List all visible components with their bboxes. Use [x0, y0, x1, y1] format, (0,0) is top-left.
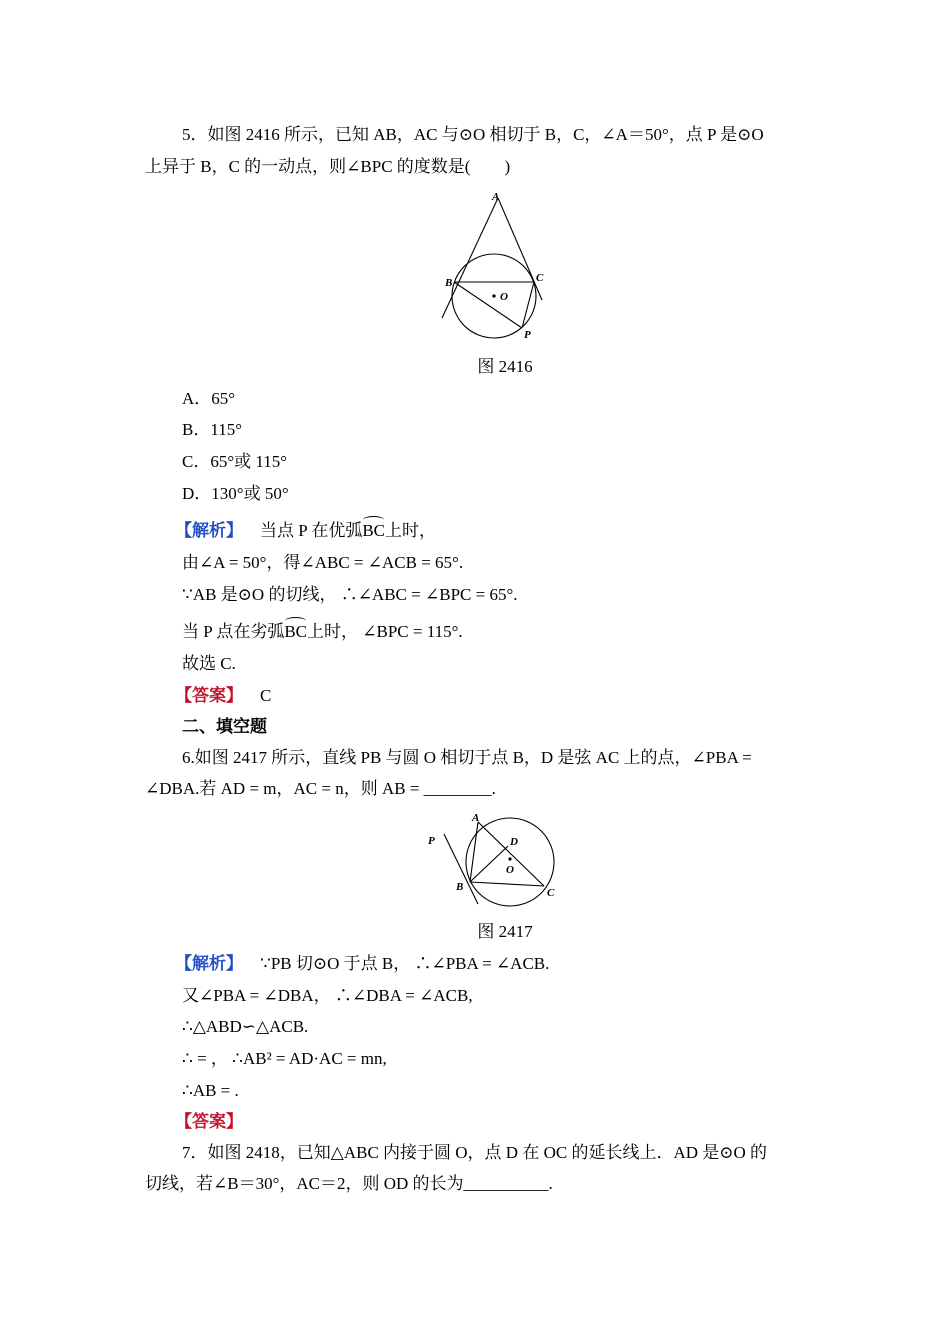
q5-analysis-line-1: 【解析】 当点 P 在优弧BC上时， — [175, 519, 436, 543]
q5-analysis-line-3: ∵AB 是⊙O 的切线， ∴∠ABC = ∠BPC = 65°. — [182, 585, 518, 604]
q6-answer — [175, 1110, 243, 1134]
figure-2417-caption: 图 2417 — [477, 922, 533, 941]
label-d: D — [510, 836, 518, 848]
q6-analysis-line-1: 【解析】 ∵PB 切⊙O 于点 B， ∴∠PBA = ∠ACB. — [175, 954, 550, 973]
label-o: O — [506, 864, 514, 876]
chord-bc — [470, 882, 544, 886]
q6-analysis-line-4: ∴ = ， ∴AB² = AD·AC = mn, — [182, 1049, 387, 1068]
answer-tag: 【答案】 — [175, 686, 243, 705]
figure-2416-caption: 图 2416 — [477, 357, 533, 376]
analysis-tag: 【解析】 — [175, 521, 243, 540]
q6-analysis-line-3: ∴△ABD∽△ACB. — [182, 1017, 309, 1036]
center-dot — [492, 294, 495, 297]
label-a: A — [472, 812, 480, 824]
q5-line-2: 上异于 B，C 的一动点，则∠BPC 的度数是( ) — [145, 157, 511, 176]
figure-2417 — [418, 806, 568, 910]
tangent-pb — [444, 834, 478, 904]
q5-line-1: 5．如图 2416 所示，已知 AB，AC 与⊙O 相切于 B，C，∠A＝50°，点 P 是⊙O — [182, 125, 764, 144]
segment-bd — [470, 846, 508, 882]
label-p: P — [524, 329, 531, 341]
arc-bc: BC — [362, 519, 385, 543]
q5-analysis-line-2: 由∠A = 50°，得∠ABC = ∠ACB = 65°. — [182, 553, 464, 572]
q6-analysis-line-5: ∴AB = . — [182, 1081, 239, 1100]
answer-value: C — [260, 686, 272, 705]
label-o: O — [500, 291, 508, 303]
chord-ab — [470, 822, 478, 882]
q5-analysis-line-4: 当 P 点在劣弧BC上时， ∠BPC = 115°. — [182, 620, 463, 644]
q5-answer — [175, 684, 271, 708]
label-b: B — [445, 277, 453, 289]
label-c: C — [536, 272, 544, 284]
q6-line-2: ∠DBA.若 AD = m，AC = n，则 AB = ________. — [145, 779, 496, 798]
answer-tag: 【答案】 — [175, 1112, 243, 1131]
q5-option-c: C．65°或 115° — [182, 452, 288, 471]
q7-line-2: 切线，若∠B＝30°，AC＝2，则 OD 的长为__________. — [145, 1174, 553, 1193]
q5-option-b: B．115° — [182, 420, 243, 439]
arc-bc: BC — [284, 620, 307, 644]
chord-bp — [454, 282, 522, 328]
center-dot — [508, 857, 511, 860]
analysis-tag: 【解析】 — [175, 954, 243, 973]
label-a: A — [492, 191, 500, 203]
q5-option-d: D．130°或 50° — [182, 484, 289, 503]
circle-o — [466, 818, 554, 906]
tangent-ac — [498, 198, 542, 300]
label-b: B — [456, 881, 464, 893]
q5-analysis-line-5: 故选 C. — [182, 654, 236, 673]
section-heading: 二、填空题 — [182, 717, 267, 736]
figure-2416 — [430, 188, 560, 348]
q5-option-a: A．65° — [182, 389, 236, 408]
label-c: C — [547, 887, 555, 899]
chord-ac — [478, 822, 544, 886]
q6-line-1: 6.如图 2417 所示，直线 PB 与圆 O 相切于点 B，D 是弦 AC 上的点，∠PBA = — [182, 748, 752, 767]
label-p: P — [428, 835, 435, 847]
tangent-ab — [442, 198, 498, 318]
q7-line-1: 7．如图 2418，已知△ABC 内接于圆 O，点 D 在 OC 的延长线上．AD 是⊙O 的 — [182, 1143, 768, 1162]
q6-analysis-line-2: 又∠PBA = ∠DBA， ∴∠DBA = ∠ACB, — [182, 986, 473, 1005]
